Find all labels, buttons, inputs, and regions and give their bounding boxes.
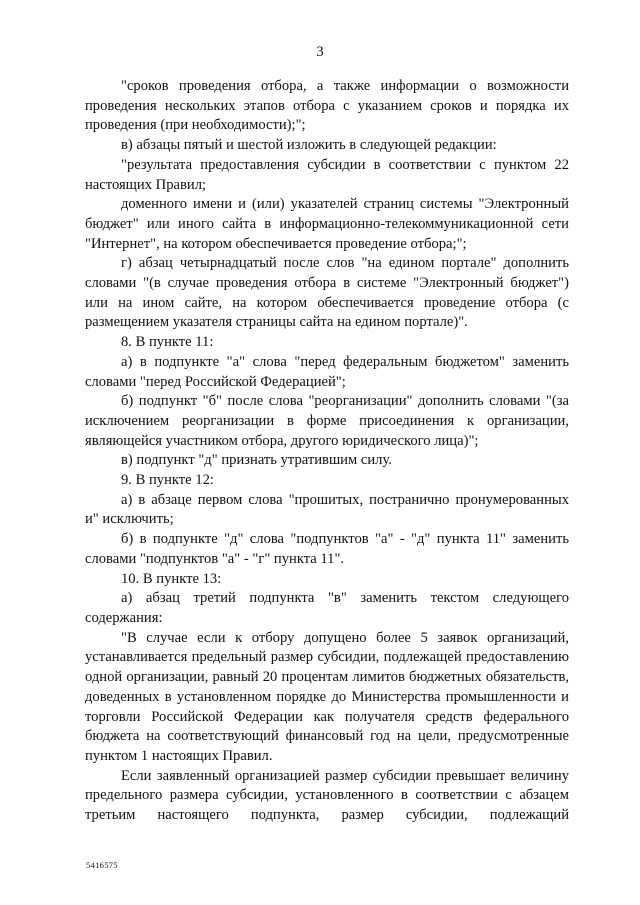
- body-text: [85, 77, 569, 826]
- paragraph-12: б) в подпункте "д" слова "подпунктов "а" - "д" пункта 11" заменить словами "подпунктов "а" - "г" пункта 11".: [85, 531, 569, 567]
- paragraph-14: а) абзац третий подпункта "в" заменить текстом следующего содержания:: [85, 590, 569, 626]
- document-code: 5416575: [86, 860, 118, 870]
- paragraph-1: "сроков проведения отбора, а также информации о возможности проведения нескольких этапов отбора с указанием сроков и порядка их проведения (при необходимости);";: [85, 78, 569, 134]
- paragraph-11: а) в абзаце первом слова "прошитых, постранично пронумерованных и" исключить;: [85, 491, 569, 528]
- paragraph-13: 10. В пункте 13:: [121, 570, 222, 587]
- paragraph-15: "В случае если к отбору допущено более 5 заявок организаций, устанавливается предельный размер субсидии, подлежащей предоставлению одной организации, равный 20 процентам лимитов бюджетных обязательств, доведенных в установленном порядке до Министерства промышленности и торговли Российской Федерации как получателя средств федерального бюджета на соответствующий финансовый год на цели, предусмотренные пунктом 1 настоящих Правил.: [85, 629, 569, 764]
- paragraph-10: 9. В пункте 12:: [121, 472, 214, 489]
- paragraph-3: "результата предоставления субсидии в соответствии с пунктом 22 настоящих Правил;: [85, 156, 569, 193]
- paragraph-6: 8. В пункте 11:: [121, 334, 214, 351]
- paragraph-16: Если заявленный организацией размер субсидии превышает величину предельного размера субсидии, установленного в соответствии с абзацем третьим настоящего подпункта, размер субсидии, подлежащий: [85, 767, 569, 824]
- paragraph-5: г) абзац четырнадцатый после слов "на едином портале" дополнить словами "(в случае проведения отбора в системе "Электронный бюджет") или на ином сайте, на котором обеспечивается проведение отбора (с размещением указателя страницы сайта на едином портале)".: [85, 255, 569, 331]
- page-number: 3: [316, 44, 324, 60]
- paragraph-4: доменного имени и (или) указателей страниц системы "Электронный бюджет" или иного сайта в информационно-телекоммуникационной сети "Интернет", на котором обеспечивается проведение отбора;";: [85, 196, 569, 252]
- paragraph-9: в) подпункт "д" признать утратившим силу.: [121, 452, 392, 469]
- paragraph-7: а) в подпункте "а" слова "перед федеральным бюджетом" заменить словами "перед Российской Федерацией";: [85, 353, 569, 390]
- paragraph-2: в) абзацы пятый и шестой изложить в следующей редакции:: [121, 137, 497, 154]
- paragraph-8: б) подпункт "б" после слова "реорганизации" дополнить словами "(за исключением реорганизации в форме присоединения к организации, являющейся участником отбора, другого юридического лица)";: [85, 393, 569, 449]
